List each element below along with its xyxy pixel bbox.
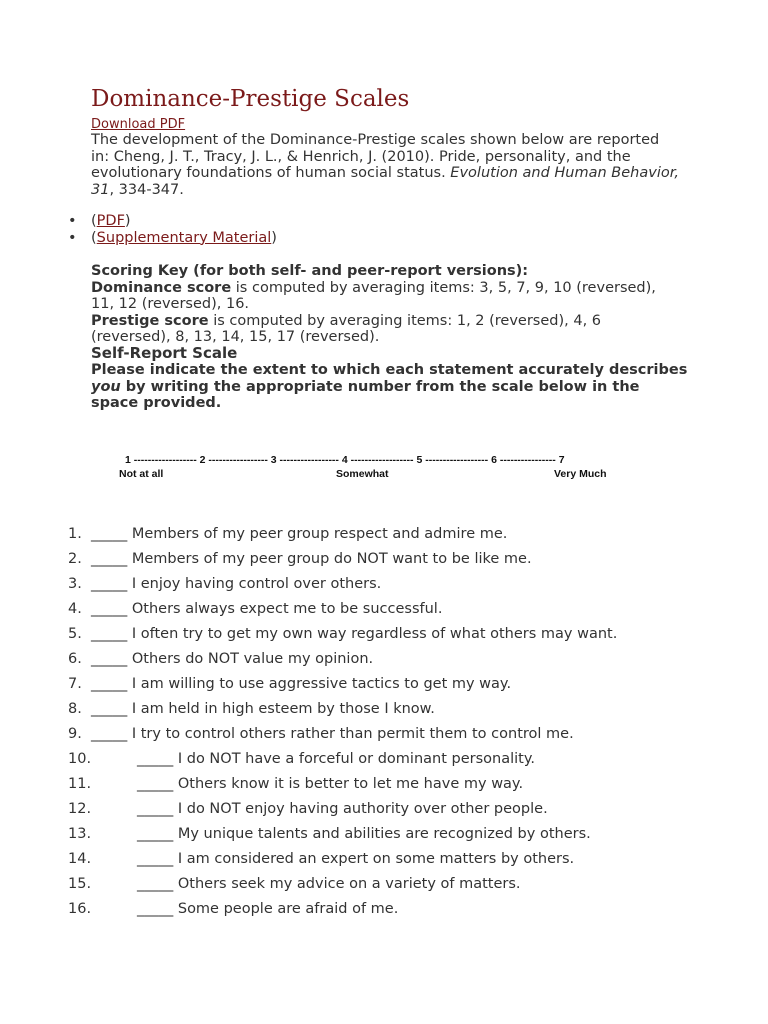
scoring-key (91, 263, 681, 346)
item-number: 4. (68, 601, 82, 617)
download-pdf-link[interactable]: Download PDF (91, 117, 186, 132)
reference-list (68, 213, 277, 246)
page-title: Dominance-Prestige Scales (91, 86, 410, 112)
list-item (0, 624, 768, 649)
item-number: 3. (68, 576, 82, 592)
item-text: _____ Members of my peer group respect and admire me. (91, 526, 508, 542)
item-text: _____ Members of my peer group do NOT want to be like me. (91, 551, 532, 567)
list-item (0, 824, 768, 849)
intro-lead: The development of the Dominance-Prestige scales shown below are reported in: Cheng, J. T., Tracy, J. L., & Henrich, J. (2010). Pride, personality, and the evolutionary foundations of human social status. (91, 132, 660, 181)
supplementary-material-link[interactable]: Supplementary Material (96, 229, 272, 246)
scale-mid-label: Somewhat (336, 468, 389, 480)
list-item (0, 774, 768, 799)
bullet-icon: • (68, 213, 77, 229)
item-text: _____ I do NOT have a forceful or dominant personality. (137, 751, 535, 767)
item-number: 1. (68, 526, 82, 542)
item-number: 2. (68, 551, 82, 567)
list-item (0, 874, 768, 899)
item-text: _____ Others do NOT value my opinion. (91, 651, 374, 667)
bullet-icon: • (68, 229, 77, 246)
paren-open: ( (91, 213, 97, 229)
item-text: _____ I am held in high esteem by those I know. (91, 701, 435, 717)
scale-line: 1 ------------------ 2 ----------------- 3 ----------------- 4 ------------------ 5 ------------------ 6 ---------------- 7 (125, 454, 565, 466)
item-number: 16. (68, 901, 92, 917)
item-text: _____ My unique talents and abilities are recognized by others. (137, 826, 591, 842)
item-list (0, 524, 768, 924)
item-text: _____ I do NOT enjoy having authority over other people. (137, 801, 548, 817)
item-text: _____ Others know it is better to let me have my way. (137, 776, 524, 792)
paren-close: ) (124, 213, 131, 229)
item-number: 5. (68, 626, 82, 642)
list-item (0, 549, 768, 574)
paren-close: ) (271, 229, 277, 246)
scoring-heading: Scoring Key (for both self- and peer-report versions): (91, 263, 529, 279)
item-text: _____ Others always expect me to be successful. (91, 601, 443, 617)
item-text: _____ I often try to get my own way regardless of what others may want. (91, 626, 618, 642)
item-text: _____ I am willing to use aggressive tactics to get my way. (91, 676, 512, 692)
list-item (0, 649, 768, 674)
self-report-heading: Self-Report Scale (91, 344, 238, 362)
item-number: 13. (68, 826, 92, 842)
instructions-emphasis: you (91, 378, 121, 395)
list-item (0, 799, 768, 824)
item-number: 14. (68, 851, 92, 867)
item-number: 8. (68, 701, 82, 717)
item-number: 9. (68, 726, 82, 742)
list-item (0, 724, 768, 749)
list-item (68, 213, 277, 230)
item-text: _____ I enjoy having control over others. (91, 576, 382, 592)
item-number: 6. (68, 651, 82, 667)
item-text: _____ Some people are afraid of me. (137, 901, 399, 917)
list-item (0, 749, 768, 774)
dominance-score-text: is computed by averaging items: 3, 5, 7, 9, 10 (reversed), 11, 12 (reversed), 16. (91, 279, 656, 312)
item-number: 15. (68, 876, 92, 892)
rating-scale (112, 452, 622, 486)
list-item (68, 230, 277, 247)
list-item (0, 524, 768, 549)
scale-low-label: Not at all (119, 468, 164, 480)
item-text: _____ I try to control others rather than permit them to control me. (91, 726, 574, 742)
instructions (91, 362, 691, 412)
item-number: 10. (68, 751, 92, 767)
item-number: 7. (68, 676, 82, 692)
list-item (0, 849, 768, 874)
intro-paragraph (91, 132, 681, 198)
item-number: 12. (68, 801, 92, 817)
paren-open: ( (91, 229, 97, 246)
list-item (0, 699, 768, 724)
list-item (0, 574, 768, 599)
list-item (0, 674, 768, 699)
instructions-text-end: by writing the appropriate number from the scale below in the space provided. (91, 378, 640, 411)
item-number: 11. (68, 776, 92, 792)
intro-pages: , 334-347. (109, 181, 184, 198)
prestige-score-text: is computed by averaging items: 1, 2 (reversed), 4, 6 (reversed), 8, 13, 14, 15, 17 (reversed). (91, 312, 602, 345)
item-text: _____ Others seek my advice on a variety of matters. (137, 876, 521, 892)
scale-high-label: Very Much (554, 468, 607, 480)
item-text: _____ I am considered an expert on some matters by others. (137, 851, 575, 867)
list-item (0, 599, 768, 624)
instructions-text: Please indicate the extent to which each statement accurately describes (91, 362, 688, 378)
list-item (0, 899, 768, 924)
dominance-score-label: Dominance score (91, 279, 232, 296)
pdf-link[interactable]: PDF (96, 213, 125, 229)
prestige-score-label: Prestige score (91, 312, 209, 329)
intro-journal: Evolution and Human Behavior, 31 (91, 165, 679, 198)
